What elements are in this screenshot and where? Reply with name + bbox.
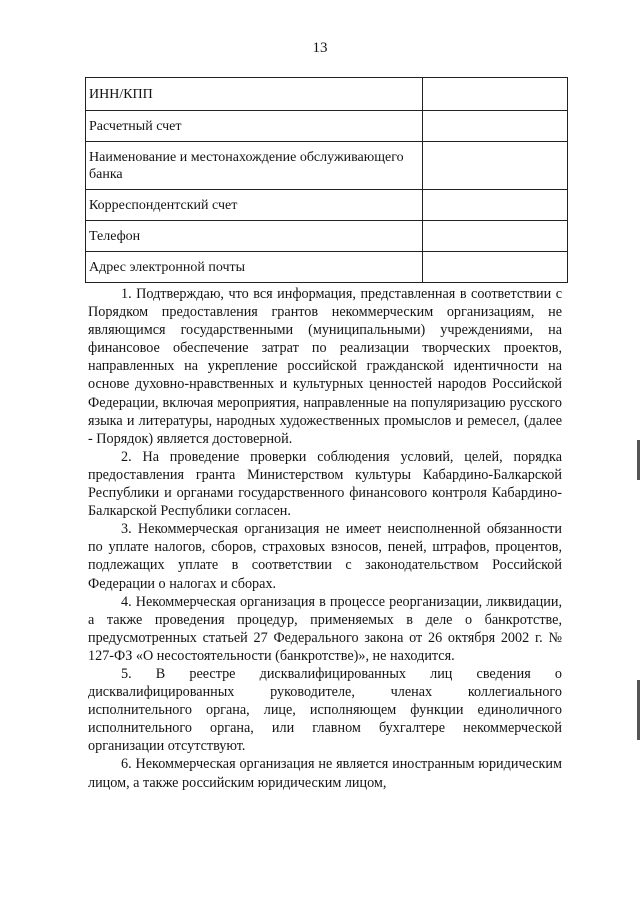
paragraph-2: 2. На проведение проверки соблюдения условий, целей, порядка предоставления гранта Министерством культуры Кабардино-Балкарской Республики и органами государственного финансового контроля Кабардино-Балкарской Республики согласен.: [88, 448, 562, 520]
bank-name-value-cell: [423, 142, 568, 190]
phone-label: Телефон: [86, 221, 423, 252]
paragraph-5: 5. В реестре дисквалифицированных лиц сведения о дисквалифицированных руководителе, членах коллегиального исполнительного органа, лице, исполняющем функции единоличного исполнительного органа, или главном бухгалтере некоммерческой организации отсутствуют.: [88, 665, 562, 755]
paragraph-6: 6. Некоммерческая организация не является иностранным юридическим лицом, а также российским юридическим лицом,: [88, 756, 562, 791]
inn-kpp-value-cell: [423, 78, 568, 111]
paragraph-3: 3. Некоммерческая организация не имеет неисполненной обязанности по уплате налогов, сборов, страховых взносов, пеней, штрафов, процентов, подлежащих уплате в соответствии с законодательством Российской Федерации о налогах и сборах.: [88, 521, 562, 592]
email-label: Адрес электронной почты: [86, 252, 423, 283]
phone-value-cell: [423, 221, 568, 252]
paragraph-1: 1. Подтверждаю, что вся информация, представленная в соответствии с Порядком предоставления грантов некоммерческим организациям, не являющимся государственными (муниципальными) учреждениями, на финансовое обеспечение затрат по реализации творческих проектов, направленных на укрепление российской гражданской идентичности на основе духовно-нравственных и культурных ценностей народов Российской Федерации, включая мероприятия, направленные на популяризацию русского языка и литературы, народных художественных промыслов и ремесел, (далее - Порядок) является достоверной.: [88, 286, 562, 447]
table-row: [86, 252, 568, 283]
correspondent-account-value-cell: [423, 190, 568, 221]
table-row: [86, 142, 568, 190]
table-row: [86, 221, 568, 252]
table-row: [86, 111, 568, 142]
table-row: [86, 190, 568, 221]
organization-details-table: [85, 77, 568, 283]
settlement-account-label: Расчетный счет: [86, 111, 423, 142]
email-value-cell: [423, 252, 568, 283]
settlement-account-value-cell: [423, 111, 568, 142]
table-row: [86, 78, 568, 111]
correspondent-account-label: Корреспондентский счет: [86, 190, 423, 221]
paragraph-4: 4. Некоммерческая организация в процессе реорганизации, ликвидации, а также проведения процедур, применяемых в деле о банкротстве, предусмотренных статьей 27 Федерального закона от 26 октября 2002 г. № 127-ФЗ «О несостоятельности (банкротстве)», не находится.: [88, 593, 562, 664]
inn-kpp-label: ИНН/КПП: [86, 78, 423, 111]
declaration-text: [88, 285, 562, 792]
page-number: 13: [312, 40, 328, 56]
bank-name-label: Наименование и местонахождение обслуживающего банка: [86, 142, 423, 190]
